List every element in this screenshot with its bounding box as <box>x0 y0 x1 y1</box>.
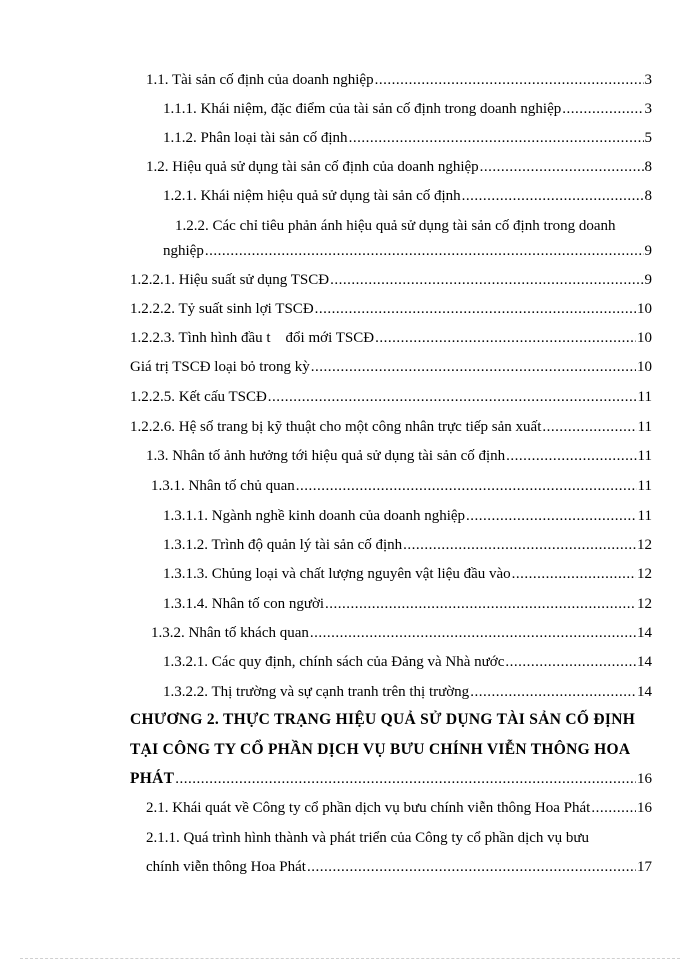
toc-entry[interactable] <box>163 594 652 614</box>
toc-entry-page: 12 <box>637 596 652 612</box>
toc-entry-title: 1.3.1.2. Trình độ quản lý tài sản cố định <box>163 537 403 553</box>
toc-entry-page: 10 <box>637 301 652 317</box>
toc-entry-page: 12 <box>637 537 652 553</box>
toc-entry-title: PHÁT <box>130 770 175 787</box>
toc-entry[interactable] <box>146 70 652 90</box>
toc-entry-page: 14 <box>637 625 652 641</box>
toc-entry[interactable] <box>146 857 652 877</box>
toc-entry-title: 1.2. Hiệu quả sử dụng tài sản cố định của doanh nghiệp <box>146 159 479 175</box>
toc-entry-page: 11 <box>637 448 652 464</box>
toc-entry-title: 1.1.2. Phân loại tài sản cố định <box>163 130 348 146</box>
toc-entry-page: 14 <box>637 654 652 670</box>
toc-entry-page: 10 <box>637 330 652 346</box>
toc-entry[interactable] <box>130 387 652 407</box>
toc-entry-title: 1.1. Tài sản cố định của doanh nghiệp <box>146 72 374 88</box>
chapter-heading-line2[interactable]: TẠI CÔNG TY CỔ PHẦN DỊCH VỤ BƯU CHÍNH VIỄN THÔNG HOA <box>130 741 631 758</box>
toc-entry-title: 1.3.1.3. Chủng loại và chất lượng nguyên vật liệu đầu vào <box>163 566 511 582</box>
toc-entry-page: 3 <box>644 72 652 88</box>
toc-entry-page: 11 <box>637 419 652 435</box>
toc-entry-title: 1.3.2. Nhân tố khách quan <box>151 625 309 641</box>
toc-entry[interactable] <box>163 186 652 206</box>
toc-entry-title: chính viễn thông Hoa Phát <box>146 859 306 875</box>
page-bottom-divider <box>20 958 680 959</box>
toc-entry[interactable] <box>130 328 652 348</box>
toc-entry-title: 1.3.1.1. Ngành nghề kinh doanh của doanh nghiệp <box>163 508 466 524</box>
toc-entry-page: 5 <box>644 130 652 146</box>
toc-entry-page: 17 <box>637 859 652 875</box>
toc-entry[interactable] <box>163 652 652 672</box>
toc-entry-page: 11 <box>637 389 652 405</box>
toc-entry-title: Giá trị TSCĐ loại bỏ trong kỳ <box>130 359 310 375</box>
toc-entry-title: 1.3. Nhân tố ảnh hưởng tới hiệu quả sử dụng tài sản cố định <box>146 448 506 464</box>
toc-entry[interactable] <box>146 446 652 466</box>
toc-entry-page: 14 <box>637 684 652 700</box>
toc-entry[interactable] <box>163 682 652 702</box>
toc-entry-title: 1.2.2.3. Tình hình đầu t đổi mới TSCĐ <box>130 330 375 346</box>
chapter-heading-line1[interactable]: CHƯƠNG 2. THỰC TRẠNG HIỆU QUẢ SỬ DỤNG TÀI SẢN CỐ ĐỊNH <box>130 711 636 728</box>
toc-entry-title: 1.2.2.2. Tỷ suất sinh lợi TSCĐ <box>130 301 314 317</box>
toc-entry-title: 1.1.1. Khái niệm, đặc điểm của tài sản cố định trong doanh nghiệp <box>163 101 562 117</box>
toc-entry[interactable] <box>130 357 652 377</box>
toc-entry-title: 1.2.2.6. Hệ số trang bị kỹ thuật cho một công nhân trực tiếp sản xuất <box>130 419 542 435</box>
toc-entry[interactable] <box>130 270 652 290</box>
toc-entry-title: 1.3.2.1. Các quy định, chính sách của Đảng và Nhà nước <box>163 654 505 670</box>
toc-entry-title: 2.1. Khái quát về Công ty cổ phần dịch vụ bưu chính viễn thông Hoa Phát <box>146 800 591 816</box>
toc-entry-title: 1.2.2.5. Kết cấu TSCĐ <box>130 389 267 405</box>
toc-entry[interactable] <box>130 299 652 319</box>
toc-entry[interactable] <box>163 241 652 261</box>
toc-entry-page: 8 <box>644 188 652 204</box>
toc-entry-title: 1.2.2.1. Hiệu suất sử dụng TSCĐ <box>130 272 330 288</box>
toc-entry-title: 1.3.1. Nhân tố chủ quan <box>151 478 295 494</box>
toc-entry-page: 9 <box>644 243 652 259</box>
toc-entry[interactable] <box>151 476 652 496</box>
toc-entry-page: 10 <box>637 359 652 375</box>
toc-entry[interactable] <box>163 128 652 148</box>
toc-entry-title: 1.2.1. Khái niệm hiệu quả sử dụng tài sản cố định <box>163 188 461 204</box>
toc-entry[interactable] <box>151 623 652 643</box>
toc-entry-title-line1[interactable]: 2.1.1. Quá trình hình thành và phát triển của Công ty cổ phần dịch vụ bưu <box>146 830 590 846</box>
toc-entry-page: 16 <box>637 771 652 787</box>
toc-entry[interactable] <box>163 564 652 584</box>
toc-entry-page: 9 <box>644 272 652 288</box>
toc-entry-page: 3 <box>644 101 652 117</box>
toc-entry-page: 11 <box>637 508 652 524</box>
toc-entry[interactable] <box>146 798 652 818</box>
toc-entry[interactable] <box>130 769 652 789</box>
toc-entry[interactable] <box>130 417 652 437</box>
toc-entry-title-line1[interactable]: 1.2.2. Các chỉ tiêu phản ánh hiệu quả sử dụng tài sản cố định trong doanh <box>175 218 616 234</box>
toc-entry-title: nghiệp <box>163 243 204 259</box>
toc-entry-title: 1.3.1.4. Nhân tố con người <box>163 596 325 612</box>
toc-entry-page: 12 <box>637 566 652 582</box>
toc-entry[interactable] <box>163 535 652 555</box>
toc-entry[interactable] <box>163 99 652 119</box>
toc-entry[interactable] <box>163 506 652 526</box>
toc-entry[interactable] <box>146 157 652 177</box>
toc-entry-page: 11 <box>637 478 652 494</box>
toc-entry-title: 1.3.2.2. Thị trường và sự cạnh tranh trên thị trường <box>163 684 470 700</box>
toc-entry-page: 16 <box>637 800 652 816</box>
toc-entry-page: 8 <box>644 159 652 175</box>
